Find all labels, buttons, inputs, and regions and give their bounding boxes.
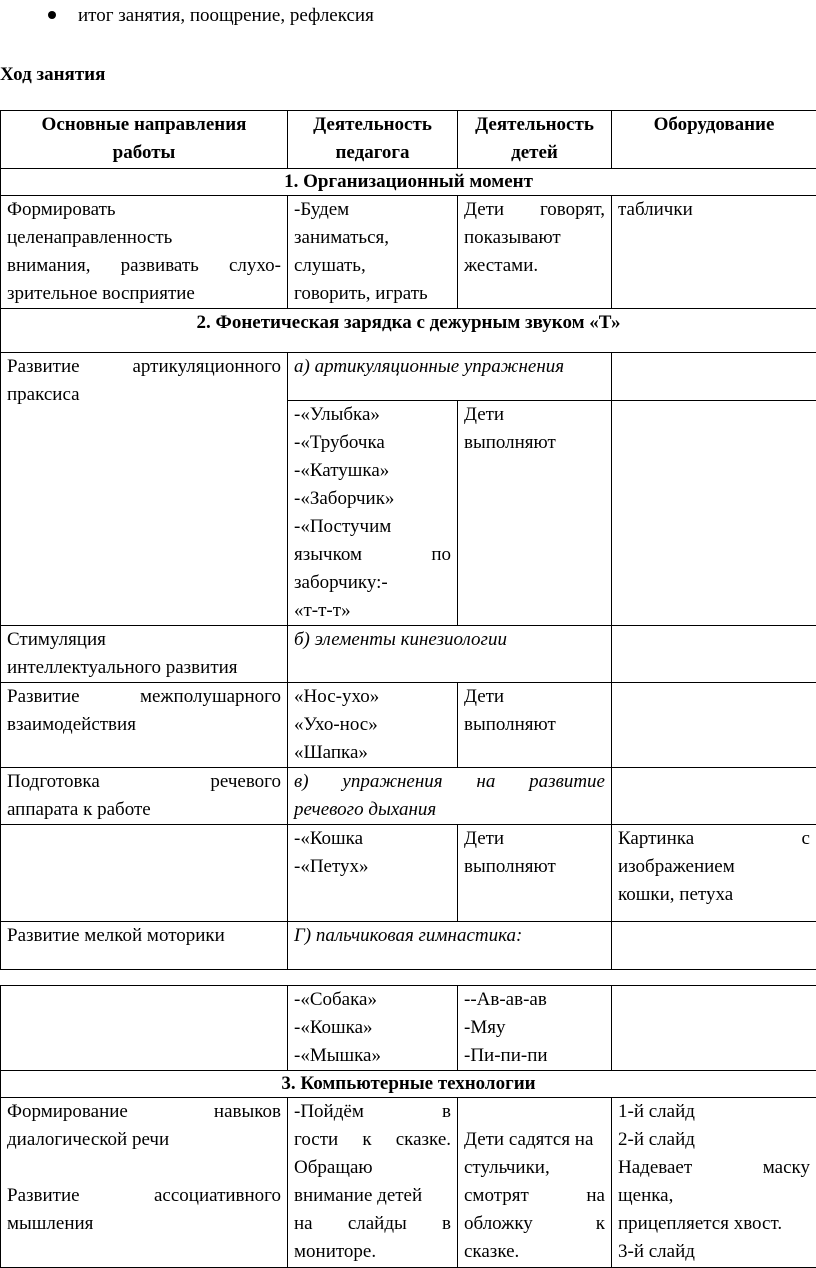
cell-line: Формирование навыков bbox=[7, 1098, 281, 1126]
cell-line: выполняют bbox=[464, 429, 605, 457]
cell-teacher bbox=[288, 196, 458, 309]
cell-line: сказке. bbox=[464, 1238, 605, 1266]
header-directions: Основные направления работы bbox=[1, 111, 288, 169]
cell-line: Дети садятся на bbox=[464, 1126, 605, 1154]
cell-line: интеллектуального развития bbox=[7, 654, 281, 682]
cell-line: -«Заборчик» bbox=[294, 485, 451, 513]
cell-line: внимания, развивать слухо- bbox=[7, 252, 281, 280]
cell-exercise-title bbox=[288, 768, 612, 825]
section-row bbox=[1, 309, 816, 353]
cell-line: диалогической речи bbox=[7, 1126, 281, 1154]
cell-equipment bbox=[612, 825, 816, 922]
cell-line: --Ав-ав-ав bbox=[464, 986, 605, 1014]
cell-line: аппарата к работе bbox=[7, 796, 281, 824]
cell-line: 2-й слайд bbox=[618, 1126, 810, 1154]
cell-line: стульчики, bbox=[464, 1154, 605, 1182]
cell-children bbox=[458, 825, 612, 922]
cell-line: 1-й слайд bbox=[618, 1098, 810, 1126]
cell-line: -«Петух» bbox=[294, 853, 451, 881]
cell-line: заниматься, bbox=[294, 224, 451, 252]
header-teacher: Деятельность педагога bbox=[288, 111, 458, 169]
bullet-item bbox=[48, 3, 374, 29]
cell-line: Обращаю bbox=[294, 1154, 451, 1182]
bullet-icon bbox=[48, 11, 56, 19]
cell-line: слушать, bbox=[294, 252, 451, 280]
cell-line: внимание детей bbox=[294, 1182, 451, 1210]
table-row bbox=[1, 196, 816, 309]
cell-teacher bbox=[288, 1098, 458, 1268]
cell-line: «т-т-т» bbox=[294, 597, 451, 625]
cell-line: говорить, играть bbox=[294, 280, 451, 308]
cell-line: изображением bbox=[618, 853, 810, 881]
cell-equipment bbox=[612, 768, 816, 825]
cell-line: Развитие артикуляционного bbox=[7, 353, 281, 381]
cell-line: взаимодействия bbox=[7, 711, 281, 739]
cell-direction bbox=[1, 196, 288, 309]
cell-equipment bbox=[612, 922, 816, 970]
cell-line: мышления bbox=[7, 1210, 281, 1238]
cell-equipment bbox=[612, 986, 816, 1071]
cell-line: -«Трубочка bbox=[294, 429, 451, 457]
cell-line: выполняют bbox=[464, 711, 605, 739]
table-row bbox=[1, 683, 816, 768]
section-title-3: 3. Компьютерные технологии bbox=[1, 1071, 816, 1098]
cell-line: язычком по bbox=[294, 541, 451, 569]
cell-line: целенаправленность bbox=[7, 224, 281, 252]
cell-line: прицепляется хвост. bbox=[618, 1210, 810, 1238]
cell-equipment bbox=[612, 626, 816, 683]
cell-line: Дети bbox=[464, 825, 605, 853]
cell-teacher bbox=[288, 683, 458, 768]
cell-line: «Шапка» bbox=[294, 739, 451, 767]
cell-line: -Будем bbox=[294, 196, 451, 224]
cell-line: Дети говорят, bbox=[464, 196, 605, 224]
cell-line: на слайды в bbox=[294, 1210, 451, 1238]
cell-direction bbox=[1, 768, 288, 825]
cell-equipment bbox=[612, 401, 816, 626]
cell-line: Формировать bbox=[7, 196, 281, 224]
table-row bbox=[1, 353, 816, 401]
cell-line: обложку к bbox=[464, 1210, 605, 1238]
section-title-2: 2. Фонетическая зарядка с дежурным звуком «Т» bbox=[1, 309, 816, 353]
cell-direction bbox=[1, 353, 288, 626]
table-row bbox=[1, 922, 816, 970]
table-row bbox=[1, 626, 816, 683]
cell-line: мониторе. bbox=[294, 1238, 451, 1266]
cell-line: Подготовка речевого bbox=[7, 768, 281, 796]
cell-exercise-title: Г) пальчиковая гимнастика: bbox=[288, 922, 612, 970]
cell-line: «Ухо-нос» bbox=[294, 711, 451, 739]
cell-teacher bbox=[288, 401, 458, 626]
cell-line: гости к сказке. bbox=[294, 1126, 451, 1154]
section-row bbox=[1, 1071, 816, 1098]
cell-children bbox=[458, 401, 612, 626]
cell-line: -Пойдём в bbox=[294, 1098, 451, 1126]
cell-exercise-title: б) элементы кинезиологии bbox=[288, 626, 612, 683]
cell-line: праксиса bbox=[7, 381, 281, 409]
cell-line: Дети bbox=[464, 401, 605, 429]
cell-children bbox=[458, 683, 612, 768]
cell-line: -Пи-пи-пи bbox=[464, 1042, 605, 1070]
cell-line: Надевает маску bbox=[618, 1154, 810, 1182]
cell-line: в) упражнения на развитие bbox=[294, 768, 605, 796]
cell-teacher bbox=[288, 825, 458, 922]
cell-line: Стимуляция bbox=[7, 626, 281, 654]
section-title-1: 1. Организационный момент bbox=[1, 169, 816, 196]
cell-teacher bbox=[288, 986, 458, 1071]
cell-direction bbox=[1, 986, 288, 1071]
cell-line: -«Постучим bbox=[294, 513, 451, 541]
bullet-text: итог занятия, поощрение, рефлексия bbox=[78, 5, 374, 26]
cell-line: -«Катушка» bbox=[294, 457, 451, 485]
lesson-table-continued bbox=[0, 985, 816, 1268]
cell-line: кошки, петуха bbox=[618, 881, 810, 909]
cell-equipment bbox=[612, 683, 816, 768]
section-heading: Ход занятия bbox=[0, 62, 105, 88]
cell-line: смотрят на bbox=[464, 1182, 605, 1210]
header-equipment: Оборудование bbox=[612, 111, 816, 169]
header-children: Деятельность детей bbox=[458, 111, 612, 169]
cell-equipment bbox=[612, 1098, 816, 1268]
table-row bbox=[1, 986, 816, 1071]
cell-line: жестами. bbox=[464, 252, 605, 280]
cell-line: выполняют bbox=[464, 853, 605, 881]
table-row bbox=[1, 768, 816, 825]
cell-line: Картинка с bbox=[618, 825, 810, 853]
cell-line: -«Мышка» bbox=[294, 1042, 451, 1070]
cell-line: «Нос-ухо» bbox=[294, 683, 451, 711]
cell-direction bbox=[1, 626, 288, 683]
cell-children bbox=[458, 196, 612, 309]
cell-line: щенка, bbox=[618, 1182, 810, 1210]
cell-direction: Развитие мелкой моторики bbox=[1, 922, 288, 970]
cell-line: -Мяу bbox=[464, 1014, 605, 1042]
table-row bbox=[1, 825, 816, 922]
cell-spacer bbox=[7, 1154, 281, 1182]
cell-line: -«Собака» bbox=[294, 986, 451, 1014]
cell-line: речевого дыхания bbox=[294, 796, 605, 824]
cell-line: показывают bbox=[464, 224, 605, 252]
cell-line: Дети bbox=[464, 683, 605, 711]
cell-line: -«Кошка bbox=[294, 825, 451, 853]
cell-equipment: таблички bbox=[612, 196, 816, 309]
cell-children bbox=[458, 986, 612, 1071]
section-row bbox=[1, 169, 816, 196]
table-row bbox=[1, 1098, 816, 1268]
cell-line: -«Улыбка» bbox=[294, 401, 451, 429]
table-header-row bbox=[1, 111, 816, 169]
cell-line: зрительное восприятие bbox=[7, 280, 281, 308]
cell-line: Развитие межполушарного bbox=[7, 683, 281, 711]
cell-direction bbox=[1, 825, 288, 922]
cell-spacer bbox=[464, 1098, 605, 1126]
cell-exercise-title: а) артикуляционные упражнения bbox=[288, 353, 612, 401]
cell-line: 3-й слайд bbox=[618, 1238, 810, 1266]
cell-line: -«Кошка» bbox=[294, 1014, 451, 1042]
lesson-table bbox=[0, 110, 816, 970]
cell-equipment bbox=[612, 353, 816, 401]
cell-line: заборчику:- bbox=[294, 569, 451, 597]
cell-line: Развитие ассоциативного bbox=[7, 1182, 281, 1210]
cell-children bbox=[458, 1098, 612, 1268]
cell-direction bbox=[1, 1098, 288, 1268]
cell-direction bbox=[1, 683, 288, 768]
